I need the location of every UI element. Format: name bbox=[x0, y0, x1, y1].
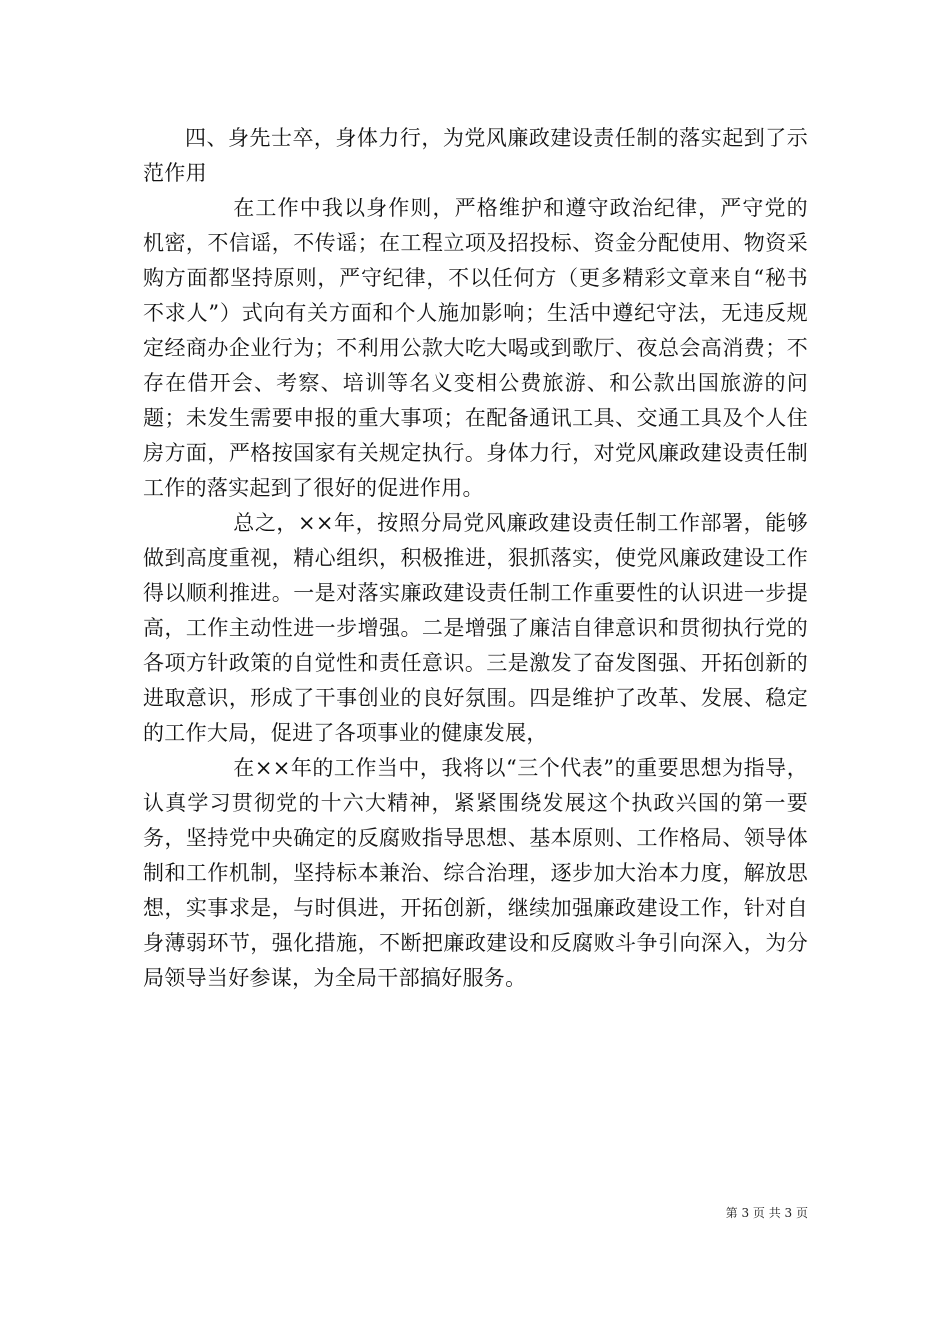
document-body bbox=[143, 121, 808, 996]
section-heading: 四、身先士卒，身体力行，为党风廉政建设责任制的落实起到了示范作用 bbox=[143, 126, 808, 185]
paragraph-conduct: 在工作中我以身作则，严格维护和遵守政治纪律，严守党的机密，不信谣，不传谣；在工程立项及招投标、资金分配使用、物资采购方面都坚持原则，严守纪律，不以任何方（更多精彩文章来自“秘书不求人”）式向有关方面和个人施加影响；生活中遵纪守法，无违反规定经商办企业行为；不利用公款大吃大喝或到歌厅、夜总会高消费；不存在借开会、考察、培训等名义变相公费旅游、和公款出国旅游的问题；未发生需要申报的重大事项；在配备通讯工具、交通工具及个人住房方面，严格按国家有关规定执行。身体力行，对党风廉政建设责任制工作的落实起到了很好的促进作用。 bbox=[143, 196, 808, 500]
page-number: 第 3 页 共 3 页 bbox=[725, 1206, 808, 1220]
paragraph-summary: 总之，××年，按照分局党风廉政建设责任制工作部署，能够做到高度重视，精心组织，积极推进，狠抓落实，使党风廉政建设工作得以顺利推进。一是对落实廉政建设责任制工作重要性的认识进一步提高，工作主动性进一步增强。二是增强了廉洁自律意识和贯彻执行党的各项方针政策的自觉性和责任意识。三是激发了奋发图强、开拓创新的进取意识，形成了干事创业的良好氛围。四是维护了改革、发展、稳定的工作大局，促进了各项事业的健康发展， bbox=[143, 511, 808, 745]
paragraph-plan: 在××年的工作当中，我将以“三个代表”的重要思想为指导，认真学习贯彻党的十六大精神，紧紧围绕发展这个执政兴国的第一要务，坚持党中央确定的反腐败指导思想、基本原则、工作格局、领导体制和工作机制，坚持标本兼治、综合治理，逐步加大治本力度，解放思想，实事求是，与时俱进，开拓创新，继续加强廉政建设工作，针对自身薄弱环节，强化措施，不断把廉政建设和反腐败斗争引向深入，为分局领导当好参谋，为全局干部搞好服务。 bbox=[143, 756, 808, 990]
